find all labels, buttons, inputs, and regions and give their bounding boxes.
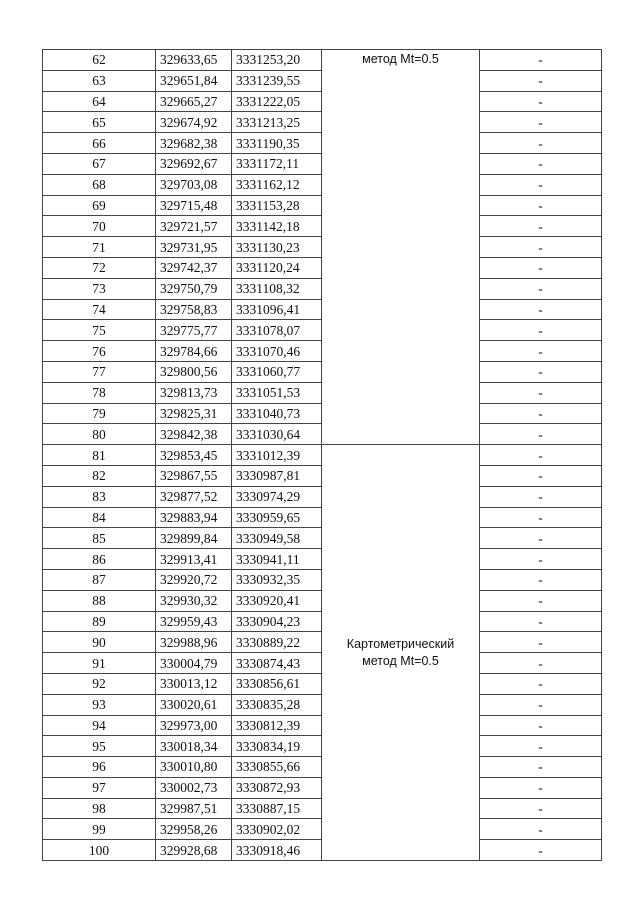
y-coordinate: 3330902,02 bbox=[232, 819, 322, 840]
point-number: 65 bbox=[43, 112, 156, 133]
point-number: 93 bbox=[43, 694, 156, 715]
x-coordinate: 329758,83 bbox=[156, 299, 232, 320]
accuracy-mark: - bbox=[480, 486, 602, 507]
accuracy-mark: - bbox=[480, 320, 602, 341]
x-coordinate: 329842,38 bbox=[156, 424, 232, 445]
y-coordinate: 3331239,55 bbox=[232, 70, 322, 91]
y-coordinate: 3331078,07 bbox=[232, 320, 322, 341]
accuracy-mark: - bbox=[480, 757, 602, 778]
accuracy-mark: - bbox=[480, 133, 602, 154]
y-coordinate: 3331030,64 bbox=[232, 424, 322, 445]
point-number: 82 bbox=[43, 465, 156, 486]
accuracy-mark: - bbox=[480, 237, 602, 258]
point-number: 87 bbox=[43, 569, 156, 590]
point-number: 74 bbox=[43, 299, 156, 320]
point-number: 70 bbox=[43, 216, 156, 237]
method-cell-group-2 bbox=[322, 445, 480, 861]
x-coordinate: 329813,73 bbox=[156, 382, 232, 403]
y-coordinate: 3331222,05 bbox=[232, 91, 322, 112]
point-number: 100 bbox=[43, 840, 156, 861]
method-label-line-1: Картометрический bbox=[346, 636, 455, 651]
x-coordinate: 329692,67 bbox=[156, 153, 232, 174]
point-number: 81 bbox=[43, 445, 156, 466]
x-coordinate: 329715,48 bbox=[156, 195, 232, 216]
x-coordinate: 329703,08 bbox=[156, 174, 232, 195]
accuracy-mark: - bbox=[480, 403, 602, 424]
y-coordinate: 3330941,11 bbox=[232, 549, 322, 570]
x-coordinate: 329973,00 bbox=[156, 715, 232, 736]
coordinates-table bbox=[42, 49, 602, 861]
accuracy-mark: - bbox=[480, 465, 602, 486]
accuracy-mark: - bbox=[480, 673, 602, 694]
x-coordinate: 329800,56 bbox=[156, 361, 232, 382]
accuracy-mark: - bbox=[480, 819, 602, 840]
y-coordinate: 3330872,93 bbox=[232, 777, 322, 798]
method-label-line-2: метод Mt=0.5 bbox=[362, 653, 439, 668]
x-coordinate: 329775,77 bbox=[156, 320, 232, 341]
y-coordinate: 3330920,41 bbox=[232, 590, 322, 611]
x-coordinate: 329913,41 bbox=[156, 549, 232, 570]
y-coordinate: 3330856,61 bbox=[232, 673, 322, 694]
x-coordinate: 329633,65 bbox=[156, 50, 232, 71]
accuracy-mark: - bbox=[480, 736, 602, 757]
y-coordinate: 3330835,28 bbox=[232, 694, 322, 715]
y-coordinate: 3331051,53 bbox=[232, 382, 322, 403]
accuracy-mark: - bbox=[480, 153, 602, 174]
x-coordinate: 329959,43 bbox=[156, 611, 232, 632]
x-coordinate: 329825,31 bbox=[156, 403, 232, 424]
point-number: 91 bbox=[43, 653, 156, 674]
y-coordinate: 3331172,11 bbox=[232, 153, 322, 174]
accuracy-mark: - bbox=[480, 424, 602, 445]
point-number: 88 bbox=[43, 590, 156, 611]
x-coordinate: 330020,61 bbox=[156, 694, 232, 715]
x-coordinate: 329665,27 bbox=[156, 91, 232, 112]
accuracy-mark: - bbox=[480, 507, 602, 528]
accuracy-mark: - bbox=[480, 694, 602, 715]
accuracy-mark: - bbox=[480, 382, 602, 403]
y-coordinate: 3331040,73 bbox=[232, 403, 322, 424]
accuracy-mark: - bbox=[480, 840, 602, 861]
x-coordinate: 329930,32 bbox=[156, 590, 232, 611]
point-number: 92 bbox=[43, 673, 156, 694]
accuracy-mark: - bbox=[480, 91, 602, 112]
x-coordinate: 329750,79 bbox=[156, 278, 232, 299]
point-number: 89 bbox=[43, 611, 156, 632]
x-coordinate: 329928,68 bbox=[156, 840, 232, 861]
point-number: 71 bbox=[43, 237, 156, 258]
y-coordinate: 3331120,24 bbox=[232, 257, 322, 278]
x-coordinate: 330002,73 bbox=[156, 777, 232, 798]
y-coordinate: 3330918,46 bbox=[232, 840, 322, 861]
point-number: 83 bbox=[43, 486, 156, 507]
x-coordinate: 329958,26 bbox=[156, 819, 232, 840]
x-coordinate: 329651,84 bbox=[156, 70, 232, 91]
point-number: 90 bbox=[43, 632, 156, 653]
point-number: 75 bbox=[43, 320, 156, 341]
accuracy-mark: - bbox=[480, 653, 602, 674]
y-coordinate: 3330932,35 bbox=[232, 569, 322, 590]
accuracy-mark: - bbox=[480, 798, 602, 819]
accuracy-mark: - bbox=[480, 278, 602, 299]
y-coordinate: 3331162,12 bbox=[232, 174, 322, 195]
point-number: 97 bbox=[43, 777, 156, 798]
x-coordinate: 329988,96 bbox=[156, 632, 232, 653]
y-coordinate: 3330987,81 bbox=[232, 465, 322, 486]
x-coordinate: 329883,94 bbox=[156, 507, 232, 528]
y-coordinate: 3331060,77 bbox=[232, 361, 322, 382]
x-coordinate: 329853,45 bbox=[156, 445, 232, 466]
x-coordinate: 329682,38 bbox=[156, 133, 232, 154]
accuracy-mark: - bbox=[480, 777, 602, 798]
point-number: 79 bbox=[43, 403, 156, 424]
accuracy-mark: - bbox=[480, 549, 602, 570]
accuracy-mark: - bbox=[480, 715, 602, 736]
point-number: 84 bbox=[43, 507, 156, 528]
y-coordinate: 3331070,46 bbox=[232, 341, 322, 362]
y-coordinate: 3331108,32 bbox=[232, 278, 322, 299]
y-coordinate: 3331096,41 bbox=[232, 299, 322, 320]
accuracy-mark: - bbox=[480, 632, 602, 653]
y-coordinate: 3331190,35 bbox=[232, 133, 322, 154]
table-row bbox=[43, 445, 602, 466]
accuracy-mark: - bbox=[480, 569, 602, 590]
accuracy-mark: - bbox=[480, 174, 602, 195]
y-coordinate: 3331130,23 bbox=[232, 237, 322, 258]
y-coordinate: 3330959,65 bbox=[232, 507, 322, 528]
y-coordinate: 3330812,39 bbox=[232, 715, 322, 736]
x-coordinate: 330013,12 bbox=[156, 673, 232, 694]
point-number: 98 bbox=[43, 798, 156, 819]
y-coordinate: 3330834,19 bbox=[232, 736, 322, 757]
y-coordinate: 3331153,28 bbox=[232, 195, 322, 216]
point-number: 78 bbox=[43, 382, 156, 403]
y-coordinate: 3330874,43 bbox=[232, 653, 322, 674]
point-number: 77 bbox=[43, 361, 156, 382]
x-coordinate: 329877,52 bbox=[156, 486, 232, 507]
y-coordinate: 3331253,20 bbox=[232, 50, 322, 71]
x-coordinate: 329742,37 bbox=[156, 257, 232, 278]
coordinates-table-body bbox=[43, 50, 602, 861]
point-number: 73 bbox=[43, 278, 156, 299]
accuracy-mark: - bbox=[480, 70, 602, 91]
point-number: 99 bbox=[43, 819, 156, 840]
accuracy-mark: - bbox=[480, 216, 602, 237]
method-cell-group-1 bbox=[322, 50, 480, 445]
x-coordinate: 329920,72 bbox=[156, 569, 232, 590]
x-coordinate: 330010,80 bbox=[156, 757, 232, 778]
method-label: метод Mt=0.5 bbox=[362, 52, 439, 66]
y-coordinate: 3330855,66 bbox=[232, 757, 322, 778]
y-coordinate: 3331213,25 bbox=[232, 112, 322, 133]
x-coordinate: 329731,95 bbox=[156, 237, 232, 258]
point-number: 85 bbox=[43, 528, 156, 549]
accuracy-mark: - bbox=[480, 528, 602, 549]
point-number: 69 bbox=[43, 195, 156, 216]
x-coordinate: 329867,55 bbox=[156, 465, 232, 486]
accuracy-mark: - bbox=[480, 112, 602, 133]
x-coordinate: 329784,66 bbox=[156, 341, 232, 362]
point-number: 96 bbox=[43, 757, 156, 778]
x-coordinate: 329674,92 bbox=[156, 112, 232, 133]
accuracy-mark: - bbox=[480, 445, 602, 466]
point-number: 72 bbox=[43, 257, 156, 278]
point-number: 76 bbox=[43, 341, 156, 362]
accuracy-mark: - bbox=[480, 611, 602, 632]
point-number: 67 bbox=[43, 153, 156, 174]
accuracy-mark: - bbox=[480, 257, 602, 278]
point-number: 94 bbox=[43, 715, 156, 736]
x-coordinate: 330004,79 bbox=[156, 653, 232, 674]
accuracy-mark: - bbox=[480, 590, 602, 611]
y-coordinate: 3330889,22 bbox=[232, 632, 322, 653]
accuracy-mark: - bbox=[480, 361, 602, 382]
accuracy-mark: - bbox=[480, 50, 602, 71]
point-number: 66 bbox=[43, 133, 156, 154]
accuracy-mark: - bbox=[480, 195, 602, 216]
accuracy-mark: - bbox=[480, 341, 602, 362]
point-number: 64 bbox=[43, 91, 156, 112]
point-number: 95 bbox=[43, 736, 156, 757]
x-coordinate: 329987,51 bbox=[156, 798, 232, 819]
x-coordinate: 329721,57 bbox=[156, 216, 232, 237]
y-coordinate: 3331142,18 bbox=[232, 216, 322, 237]
point-number: 80 bbox=[43, 424, 156, 445]
x-coordinate: 329899,84 bbox=[156, 528, 232, 549]
y-coordinate: 3330904,23 bbox=[232, 611, 322, 632]
y-coordinate: 3331012,39 bbox=[232, 445, 322, 466]
point-number: 68 bbox=[43, 174, 156, 195]
y-coordinate: 3330974,29 bbox=[232, 486, 322, 507]
point-number: 86 bbox=[43, 549, 156, 570]
point-number: 63 bbox=[43, 70, 156, 91]
accuracy-mark: - bbox=[480, 299, 602, 320]
x-coordinate: 330018,34 bbox=[156, 736, 232, 757]
y-coordinate: 3330887,15 bbox=[232, 798, 322, 819]
point-number: 62 bbox=[43, 50, 156, 71]
table-row bbox=[43, 50, 602, 71]
y-coordinate: 3330949,58 bbox=[232, 528, 322, 549]
